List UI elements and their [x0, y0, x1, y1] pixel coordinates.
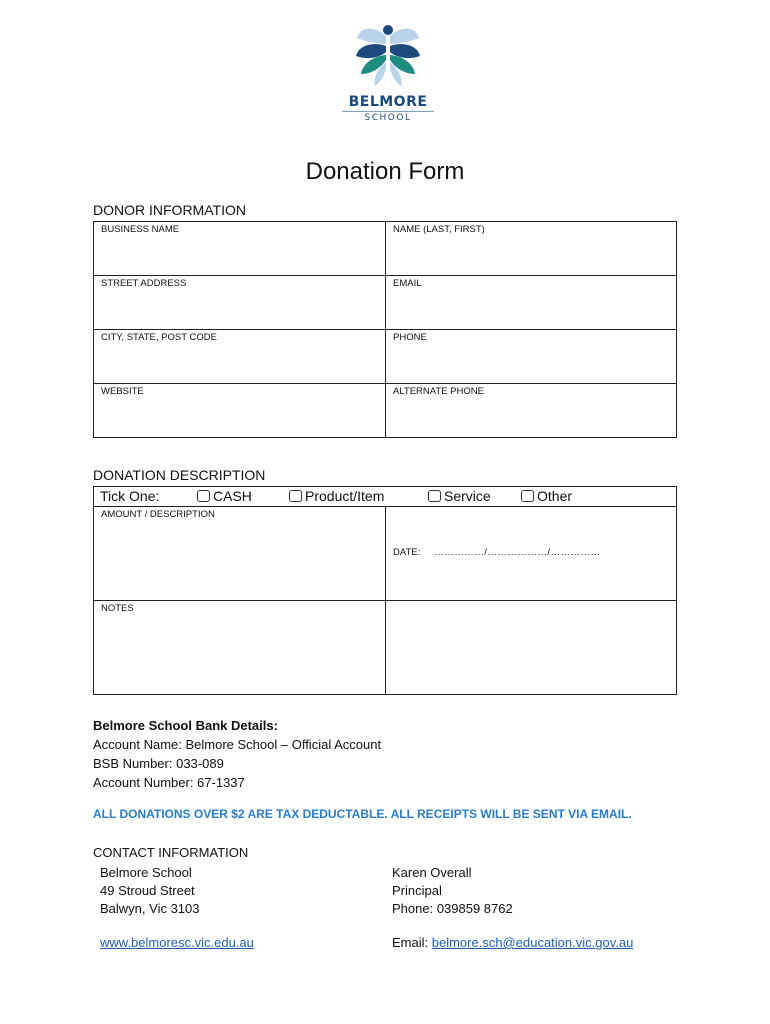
amount-description-field[interactable]: AMOUNT / DESCRIPTION	[94, 507, 386, 601]
email-link[interactable]: belmore.sch@education.vic.gov.au	[431, 935, 634, 950]
business-name-field[interactable]: BUSINESS NAME	[94, 222, 386, 276]
school-street: 49 Stroud Street	[100, 883, 195, 898]
date-field[interactable]	[386, 507, 677, 601]
page-title: Donation Form	[305, 158, 465, 185]
alternate-phone-field[interactable]: ALTERNATE PHONE	[386, 384, 677, 438]
donation-type-row	[93, 486, 677, 506]
option-product-item[interactable]	[289, 488, 384, 504]
donor-info-table	[93, 221, 677, 438]
account-number: Account Number: 67-1337	[93, 775, 245, 790]
donation-description-table	[93, 506, 677, 695]
school-suburb: Balwyn, Vic 3103	[100, 901, 200, 916]
checkbox-icon[interactable]	[521, 490, 534, 502]
tax-notice: ALL DONATIONS OVER $2 ARE TAX DEDUCTABLE. ALL RECEIPTS WILL BE SENT VIA EMAIL.	[93, 807, 632, 821]
email-field[interactable]: EMAIL	[386, 276, 677, 330]
donation-section-title: DONATION DESCRIPTION	[93, 467, 266, 483]
bank-details	[93, 716, 381, 792]
school-name: Belmore School	[100, 865, 192, 880]
school-logo	[340, 22, 436, 134]
option-service[interactable]	[428, 488, 491, 504]
date-placeholder: ……………/………………/……………	[434, 547, 601, 558]
person-phone: Phone: 039859 8762	[392, 901, 513, 916]
contact-title: CONTACT INFORMATION	[93, 845, 249, 860]
person-role: Principal	[392, 883, 442, 898]
option-cash[interactable]	[197, 488, 252, 504]
name-field[interactable]: NAME (LAST, FIRST)	[386, 222, 677, 276]
bank-heading: Belmore School Bank Details:	[93, 718, 278, 733]
email-line	[392, 935, 633, 950]
checkbox-icon[interactable]	[428, 490, 441, 502]
logo-name: BELMORE	[348, 94, 428, 110]
option-other-label: Other	[537, 488, 573, 504]
logo-subtitle: SCHOOL	[364, 113, 412, 123]
option-other[interactable]	[521, 488, 572, 504]
notes-field[interactable]: NOTES	[94, 601, 386, 695]
option-cash-label: CASH	[213, 488, 252, 504]
person-name: Karen Overall	[392, 865, 472, 880]
phone-field[interactable]: PHONE	[386, 330, 677, 384]
bsb-number: BSB Number: 033-089	[93, 756, 224, 771]
donor-section-title: DONOR INFORMATION	[93, 202, 246, 218]
checkbox-icon[interactable]	[289, 490, 302, 502]
date-label: DATE:	[393, 547, 421, 558]
option-service-label: Service	[444, 488, 491, 504]
checkbox-icon[interactable]	[197, 490, 210, 502]
city-state-postcode-field[interactable]: CITY, STATE, POST CODE	[94, 330, 386, 384]
school-address	[100, 864, 200, 918]
website-link[interactable]: www.belmoresc.vic.edu.au	[100, 935, 254, 950]
notes-extra-field[interactable]	[386, 601, 677, 695]
contact-person	[392, 864, 513, 918]
butterfly-logo-icon	[353, 22, 423, 92]
website-field[interactable]: WEBSITE	[94, 384, 386, 438]
option-product-label: Product/Item	[305, 488, 385, 504]
street-address-field[interactable]: STREET ADDRESS	[94, 276, 386, 330]
email-label: Email:	[392, 935, 429, 950]
tick-one-label: Tick One:	[100, 488, 160, 504]
account-name: Account Name: Belmore School – Official Account	[93, 737, 382, 752]
